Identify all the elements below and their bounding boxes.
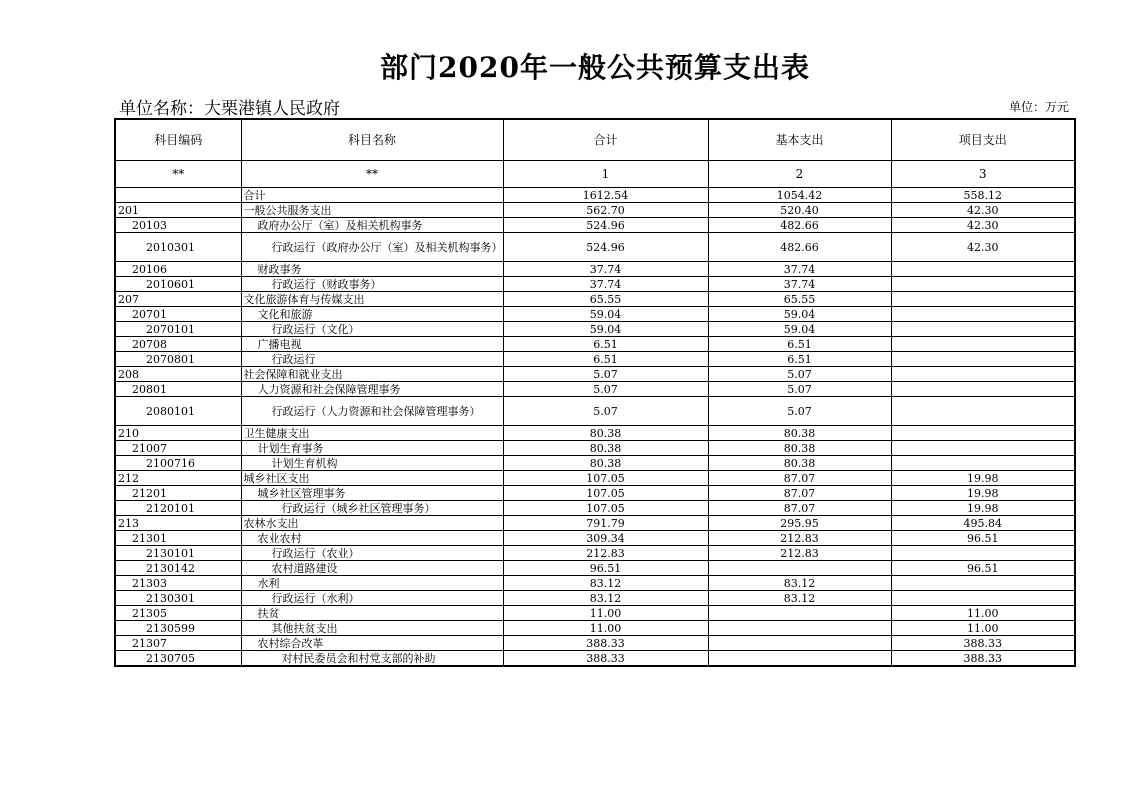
row-code: 2080101 [115,397,241,426]
row-project: 11.00 [891,606,1075,621]
row-code: 2130301 [115,591,241,606]
row-project [891,441,1075,456]
row-name: 人力资源和社会保障管理事务 [241,382,503,397]
row-project [891,367,1075,382]
row-project [891,382,1075,397]
row-name: 水利 [241,576,503,591]
row-name: 农村综合改革 [241,636,503,651]
row-total: 6.51 [503,337,708,352]
row-code: 20106 [115,262,241,277]
row-total: 524.96 [503,233,708,262]
row-basic: 87.07 [708,471,891,486]
row-total: 80.38 [503,426,708,441]
row-project [891,292,1075,307]
row-project: 495.84 [891,516,1075,531]
table-row [115,292,1075,307]
row-code: 212 [115,471,241,486]
table-row [115,486,1075,501]
row-total: 309.34 [503,531,708,546]
table-row [115,606,1075,621]
row-basic: 295.95 [708,516,891,531]
row-project [891,576,1075,591]
row-code: 2120101 [115,501,241,516]
header-total: 合计 [503,119,708,161]
row-basic: 83.12 [708,576,891,591]
row-total: 6.51 [503,352,708,367]
currency-unit-label: 单位：万元 [1008,100,1069,114]
header-code: 科目编码 [115,119,241,161]
row-total: 562.70 [503,203,708,218]
row-total: 5.07 [503,397,708,426]
row-code: 2130599 [115,621,241,636]
row-total: 11.00 [503,606,708,621]
index-basic: 2 [708,161,891,188]
row-basic: 80.38 [708,456,891,471]
row-code: 2130101 [115,546,241,561]
row-total: 83.12 [503,591,708,606]
row-code: 2070101 [115,322,241,337]
row-project: 42.30 [891,218,1075,233]
row-basic: 520.40 [708,203,891,218]
row-basic: 212.83 [708,546,891,561]
row-name: 行政运行 [241,352,503,367]
row-project: 42.30 [891,233,1075,262]
table-row [115,352,1075,367]
row-code: 21303 [115,576,241,591]
table-row [115,501,1075,516]
row-basic: 6.51 [708,337,891,352]
row-name: 文化和旅游 [241,307,503,322]
table-row [115,397,1075,426]
row-name: 农村道路建设 [241,561,503,576]
row-total: 11.00 [503,621,708,636]
table-row [115,441,1075,456]
table-row [115,277,1075,292]
row-name: 文化旅游体育与传媒支出 [241,292,503,307]
row-total: 59.04 [503,322,708,337]
header-name: 科目名称 [241,119,503,161]
table-row [115,203,1075,218]
index-code: ** [115,161,241,188]
row-project [891,352,1075,367]
row-name: 扶贫 [241,606,503,621]
row-code: 210 [115,426,241,441]
row-basic: 482.66 [708,233,891,262]
row-name: 行政运行（城乡社区管理事务） [241,501,503,516]
table-row [115,382,1075,397]
row-basic: 80.38 [708,441,891,456]
table-row [115,576,1075,591]
row-basic [708,636,891,651]
row-name: 行政运行（人力资源和社会保障管理事务） [241,397,503,426]
row-project [891,456,1075,471]
row-total: 107.05 [503,486,708,501]
table-row [115,561,1075,576]
row-project [891,307,1075,322]
row-project: 19.98 [891,486,1075,501]
row-total: 107.05 [503,501,708,516]
row-total: 791.79 [503,516,708,531]
row-total: 83.12 [503,576,708,591]
row-total: 524.96 [503,218,708,233]
row-project [891,322,1075,337]
row-name: 一般公共服务支出 [241,203,503,218]
table-body [115,188,1075,667]
table-row [115,531,1075,546]
table-row [115,307,1075,322]
row-code: 201 [115,203,241,218]
table-row [115,456,1075,471]
table-row [115,591,1075,606]
row-basic: 5.07 [708,367,891,382]
row-name: 计划生育事务 [241,441,503,456]
row-name: 计划生育机构 [241,456,503,471]
unit-name-label: 单位名称：大栗港镇人民政府 [119,99,340,119]
row-project [891,546,1075,561]
row-project: 42.30 [891,203,1075,218]
row-code: 2010301 [115,233,241,262]
row-basic: 6.51 [708,352,891,367]
table-index-row [115,161,1075,188]
table-row [115,218,1075,233]
row-code: 21301 [115,531,241,546]
row-total: 65.55 [503,292,708,307]
row-project [891,262,1075,277]
table-row [115,367,1075,382]
row-total: 5.07 [503,367,708,382]
table-row [115,262,1075,277]
row-name: 行政运行（财政事务） [241,277,503,292]
row-project [891,591,1075,606]
row-project: 96.51 [891,561,1075,576]
row-project: 19.98 [891,471,1075,486]
page-title: 部门2020年一般公共预算支出表 [380,51,810,84]
row-name: 农业农村 [241,531,503,546]
row-name: 合计 [241,188,503,203]
row-total: 59.04 [503,307,708,322]
row-basic: 482.66 [708,218,891,233]
row-code: 2010601 [115,277,241,292]
row-total: 212.83 [503,546,708,561]
row-basic [708,621,891,636]
row-code: 20708 [115,337,241,352]
row-code: 21305 [115,606,241,621]
row-total: 96.51 [503,561,708,576]
row-basic [708,606,891,621]
row-project [891,397,1075,426]
row-code: 21007 [115,441,241,456]
row-name: 社会保障和就业支出 [241,367,503,382]
row-code: 20701 [115,307,241,322]
row-total: 1612.54 [503,188,708,203]
row-code [115,188,241,203]
header-basic: 基本支出 [708,119,891,161]
row-basic: 59.04 [708,307,891,322]
row-project [891,277,1075,292]
row-code: 2100716 [115,456,241,471]
row-code: 2070801 [115,352,241,367]
table-row [115,636,1075,651]
row-code: 20801 [115,382,241,397]
table-row [115,322,1075,337]
row-code: 207 [115,292,241,307]
row-name: 行政运行（水利） [241,591,503,606]
table-row [115,546,1075,561]
table-row [115,471,1075,486]
row-name: 城乡社区支出 [241,471,503,486]
row-total: 37.74 [503,277,708,292]
row-name: 财政事务 [241,262,503,277]
row-basic: 5.07 [708,382,891,397]
row-name: 行政运行（政府办公厅（室）及相关机构事务） [241,233,503,262]
row-total: 107.05 [503,471,708,486]
row-project: 11.00 [891,621,1075,636]
row-name: 政府办公厅（室）及相关机构事务 [241,218,503,233]
row-name: 行政运行（文化） [241,322,503,337]
row-basic [708,561,891,576]
row-project: 558.12 [891,188,1075,203]
row-total: 37.74 [503,262,708,277]
table-row [115,233,1075,262]
table-header-row [115,119,1075,161]
table-row [115,188,1075,203]
row-project: 96.51 [891,531,1075,546]
row-total: 80.38 [503,441,708,456]
row-basic: 87.07 [708,486,891,501]
row-code: 21201 [115,486,241,501]
index-name: ** [241,161,503,188]
row-basic: 83.12 [708,591,891,606]
row-project: 388.33 [891,636,1075,651]
row-name: 卫生健康支出 [241,426,503,441]
table-row [115,651,1075,667]
row-basic: 5.07 [708,397,891,426]
row-total: 5.07 [503,382,708,397]
row-name: 农林水支出 [241,516,503,531]
row-basic: 59.04 [708,322,891,337]
row-code: 2130142 [115,561,241,576]
index-total: 1 [503,161,708,188]
row-code: 20103 [115,218,241,233]
row-project [891,426,1075,441]
row-total: 388.33 [503,651,708,667]
row-code: 208 [115,367,241,382]
row-basic: 212.83 [708,531,891,546]
row-name: 行政运行（农业） [241,546,503,561]
table-row [115,516,1075,531]
row-name: 对村民委员会和村党支部的补助 [241,651,503,667]
row-basic: 80.38 [708,426,891,441]
row-project: 19.98 [891,501,1075,516]
row-basic [708,651,891,667]
row-code: 21307 [115,636,241,651]
index-project: 3 [891,161,1075,188]
table-row [115,337,1075,352]
row-project: 388.33 [891,651,1075,667]
row-project [891,337,1075,352]
row-basic: 65.55 [708,292,891,307]
row-code: 213 [115,516,241,531]
table-row [115,426,1075,441]
row-basic: 87.07 [708,501,891,516]
header-project: 项目支出 [891,119,1075,161]
row-total: 388.33 [503,636,708,651]
row-basic: 37.74 [708,262,891,277]
row-basic: 37.74 [708,277,891,292]
row-name: 其他扶贫支出 [241,621,503,636]
row-basic: 1054.42 [708,188,891,203]
table-row [115,621,1075,636]
row-code: 2130705 [115,651,241,667]
row-total: 80.38 [503,456,708,471]
row-name: 广播电视 [241,337,503,352]
row-name: 城乡社区管理事务 [241,486,503,501]
budget-table [114,118,1076,667]
